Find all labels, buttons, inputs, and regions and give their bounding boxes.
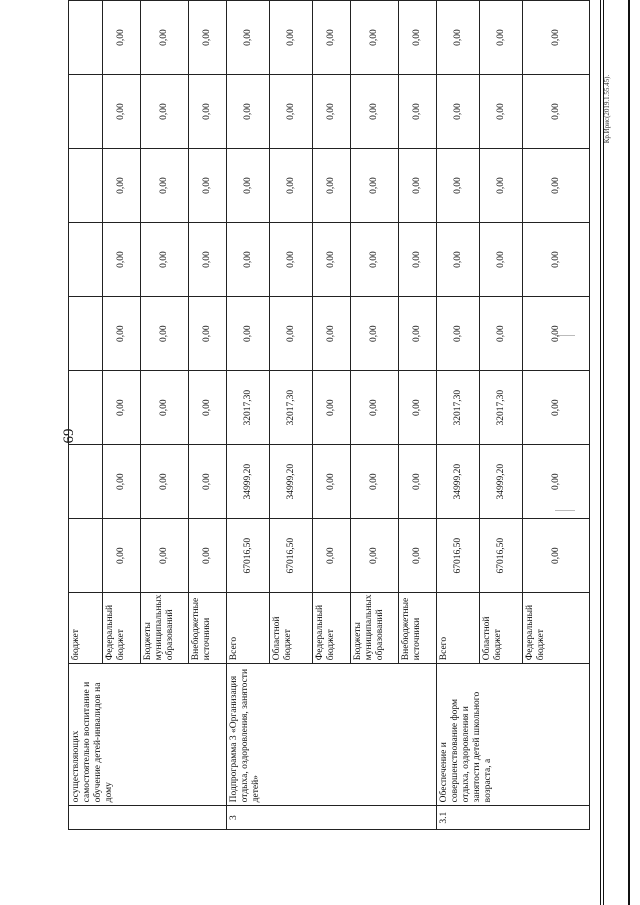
amount-cell: 0,00 (313, 149, 351, 223)
funding-source-cell: Федеральный бюджет (313, 593, 351, 664)
amount-cell: 0,00 (437, 75, 480, 149)
amount-cell: 0,00 (103, 519, 141, 593)
amount-cell: 67016,50 (227, 519, 270, 593)
budget-table-body (69, 1, 590, 830)
amount-cell: 0,00 (437, 1, 480, 75)
amount-cell: 0,00 (437, 297, 480, 371)
amount-cell: 0,00 (480, 1, 523, 75)
amount-cell: 0,00 (399, 519, 437, 593)
amount-cell: 0,00 (351, 223, 399, 297)
amount-cell (69, 371, 103, 445)
amount-cell: 0,00 (227, 149, 270, 223)
amount-cell: 34999,20 (270, 445, 313, 519)
amount-cell: 0,00 (399, 371, 437, 445)
amount-cell: 0,00 (523, 75, 590, 149)
amount-cell: 0,00 (523, 371, 590, 445)
funding-source-cell: Внебюджетные источники (189, 593, 227, 664)
amount-cell: 32017,30 (480, 371, 523, 445)
amount-cell: 0,00 (189, 445, 227, 519)
amount-cell: 0,00 (227, 223, 270, 297)
rotated-table-container (68, 0, 589, 830)
amount-cell: 0,00 (103, 371, 141, 445)
table-row (437, 1, 480, 830)
amount-cell: 0,00 (189, 297, 227, 371)
amount-cell: 0,00 (437, 223, 480, 297)
amount-cell: 0,00 (313, 519, 351, 593)
amount-cell: 0,00 (523, 445, 590, 519)
row-number-cell: 3.1 (437, 806, 590, 830)
amount-cell: 0,00 (399, 149, 437, 223)
funding-source-cell: Всего (437, 593, 480, 664)
funding-source-cell: Федеральный бюджет (523, 593, 590, 664)
amount-cell: 0,00 (141, 297, 189, 371)
amount-cell: 0,00 (270, 223, 313, 297)
amount-cell: 0,00 (523, 149, 590, 223)
amount-cell: 0,00 (103, 223, 141, 297)
amount-cell: 0,00 (313, 75, 351, 149)
funding-source-cell: Федеральный бюджет (103, 593, 141, 664)
amount-cell: 0,00 (523, 519, 590, 593)
amount-cell: 0,00 (103, 1, 141, 75)
amount-cell: 0,00 (351, 371, 399, 445)
amount-cell: 67016,50 (437, 519, 480, 593)
amount-cell (69, 297, 103, 371)
amount-cell: 0,00 (141, 75, 189, 149)
amount-cell: 0,00 (313, 1, 351, 75)
amount-cell: 0,00 (189, 149, 227, 223)
row-number-cell (69, 806, 227, 830)
amount-cell: 0,00 (523, 297, 590, 371)
page-edge-line (600, 0, 601, 905)
amount-cell: 0,00 (270, 1, 313, 75)
page-edge-line (628, 0, 630, 905)
amount-cell (69, 1, 103, 75)
table-row (69, 1, 103, 830)
amount-cell: 0,00 (313, 371, 351, 445)
amount-cell: 0,00 (351, 445, 399, 519)
amount-cell (69, 445, 103, 519)
amount-cell: 67016,50 (480, 519, 523, 593)
funding-source-cell: Областной бюджет (480, 593, 523, 664)
row-number-cell: 3 (227, 806, 437, 830)
amount-cell: 0,00 (103, 445, 141, 519)
funding-source-cell: Областной бюджет (270, 593, 313, 664)
table-row (227, 1, 270, 830)
amount-cell (69, 149, 103, 223)
amount-cell: 0,00 (351, 149, 399, 223)
amount-cell: 0,00 (270, 297, 313, 371)
funding-source-cell: Всего (227, 593, 270, 664)
amount-cell: 34999,20 (227, 445, 270, 519)
amount-cell: 0,00 (189, 75, 227, 149)
amount-cell: 0,00 (270, 75, 313, 149)
amount-cell: 0,00 (189, 223, 227, 297)
program-name-cell: осуществляющих самостоятельно воспитание и обучение детей-инвалидов на дому (69, 664, 227, 806)
funding-source-cell: Внебюджетные источники (399, 593, 437, 664)
amount-cell: 0,00 (103, 75, 141, 149)
amount-cell: 34999,20 (437, 445, 480, 519)
amount-cell: 0,00 (313, 223, 351, 297)
amount-cell: 0,00 (480, 75, 523, 149)
amount-cell: 0,00 (141, 149, 189, 223)
amount-cell: 0,00 (227, 75, 270, 149)
amount-cell: 0,00 (103, 149, 141, 223)
amount-cell: 32017,30 (227, 371, 270, 445)
amount-cell: 0,00 (141, 1, 189, 75)
funding-source-cell: Бюджеты муниципальных образований (141, 593, 189, 664)
funding-source-cell: Бюджеты муниципальных образований (351, 593, 399, 664)
program-name-cell: Подпрограмма 3 «Организация отдыха, оздоровления, занятости детей» (227, 664, 437, 806)
amount-cell: 32017,30 (270, 371, 313, 445)
amount-cell: 34999,20 (480, 445, 523, 519)
amount-cell: 0,00 (141, 371, 189, 445)
amount-cell: 0,00 (227, 297, 270, 371)
amount-cell: 67016,50 (270, 519, 313, 593)
amount-cell: 0,00 (399, 445, 437, 519)
amount-cell: 0,00 (480, 223, 523, 297)
amount-cell: 0,00 (227, 1, 270, 75)
amount-cell: 0,00 (189, 519, 227, 593)
amount-cell: 0,00 (141, 445, 189, 519)
amount-cell: 0,00 (523, 1, 590, 75)
amount-cell: 0,00 (141, 223, 189, 297)
page-number: 69 (61, 428, 77, 444)
budget-table (68, 0, 590, 830)
amount-cell (69, 519, 103, 593)
amount-cell: 0,00 (141, 519, 189, 593)
amount-cell: 0,00 (351, 297, 399, 371)
amount-cell: 0,00 (103, 297, 141, 371)
rotated-table-frame (68, 0, 589, 830)
amount-cell: 0,00 (480, 149, 523, 223)
amount-cell: 0,00 (270, 149, 313, 223)
funding-source-cell: бюджет (69, 593, 103, 664)
amount-cell: 0,00 (399, 297, 437, 371)
amount-cell: 0,00 (189, 1, 227, 75)
amount-cell: 0,00 (437, 149, 480, 223)
program-name-cell: Обеспечение и совершенствование форм отдыха, оздоровления и занятости детей школьного возраста, а (437, 664, 590, 806)
amount-cell: 0,00 (351, 519, 399, 593)
document-code: Кр.Ирис(2019.1.55.45). (603, 74, 611, 144)
amount-cell: 0,00 (351, 75, 399, 149)
amount-cell: 0,00 (480, 297, 523, 371)
amount-cell: 0,00 (313, 297, 351, 371)
amount-cell (69, 75, 103, 149)
amount-cell: 0,00 (399, 75, 437, 149)
amount-cell: 0,00 (523, 223, 590, 297)
amount-cell: 32017,30 (437, 371, 480, 445)
amount-cell: 0,00 (313, 445, 351, 519)
amount-cell (69, 223, 103, 297)
amount-cell: 0,00 (351, 1, 399, 75)
amount-cell: 0,00 (189, 371, 227, 445)
amount-cell: 0,00 (399, 1, 437, 75)
amount-cell: 0,00 (399, 223, 437, 297)
